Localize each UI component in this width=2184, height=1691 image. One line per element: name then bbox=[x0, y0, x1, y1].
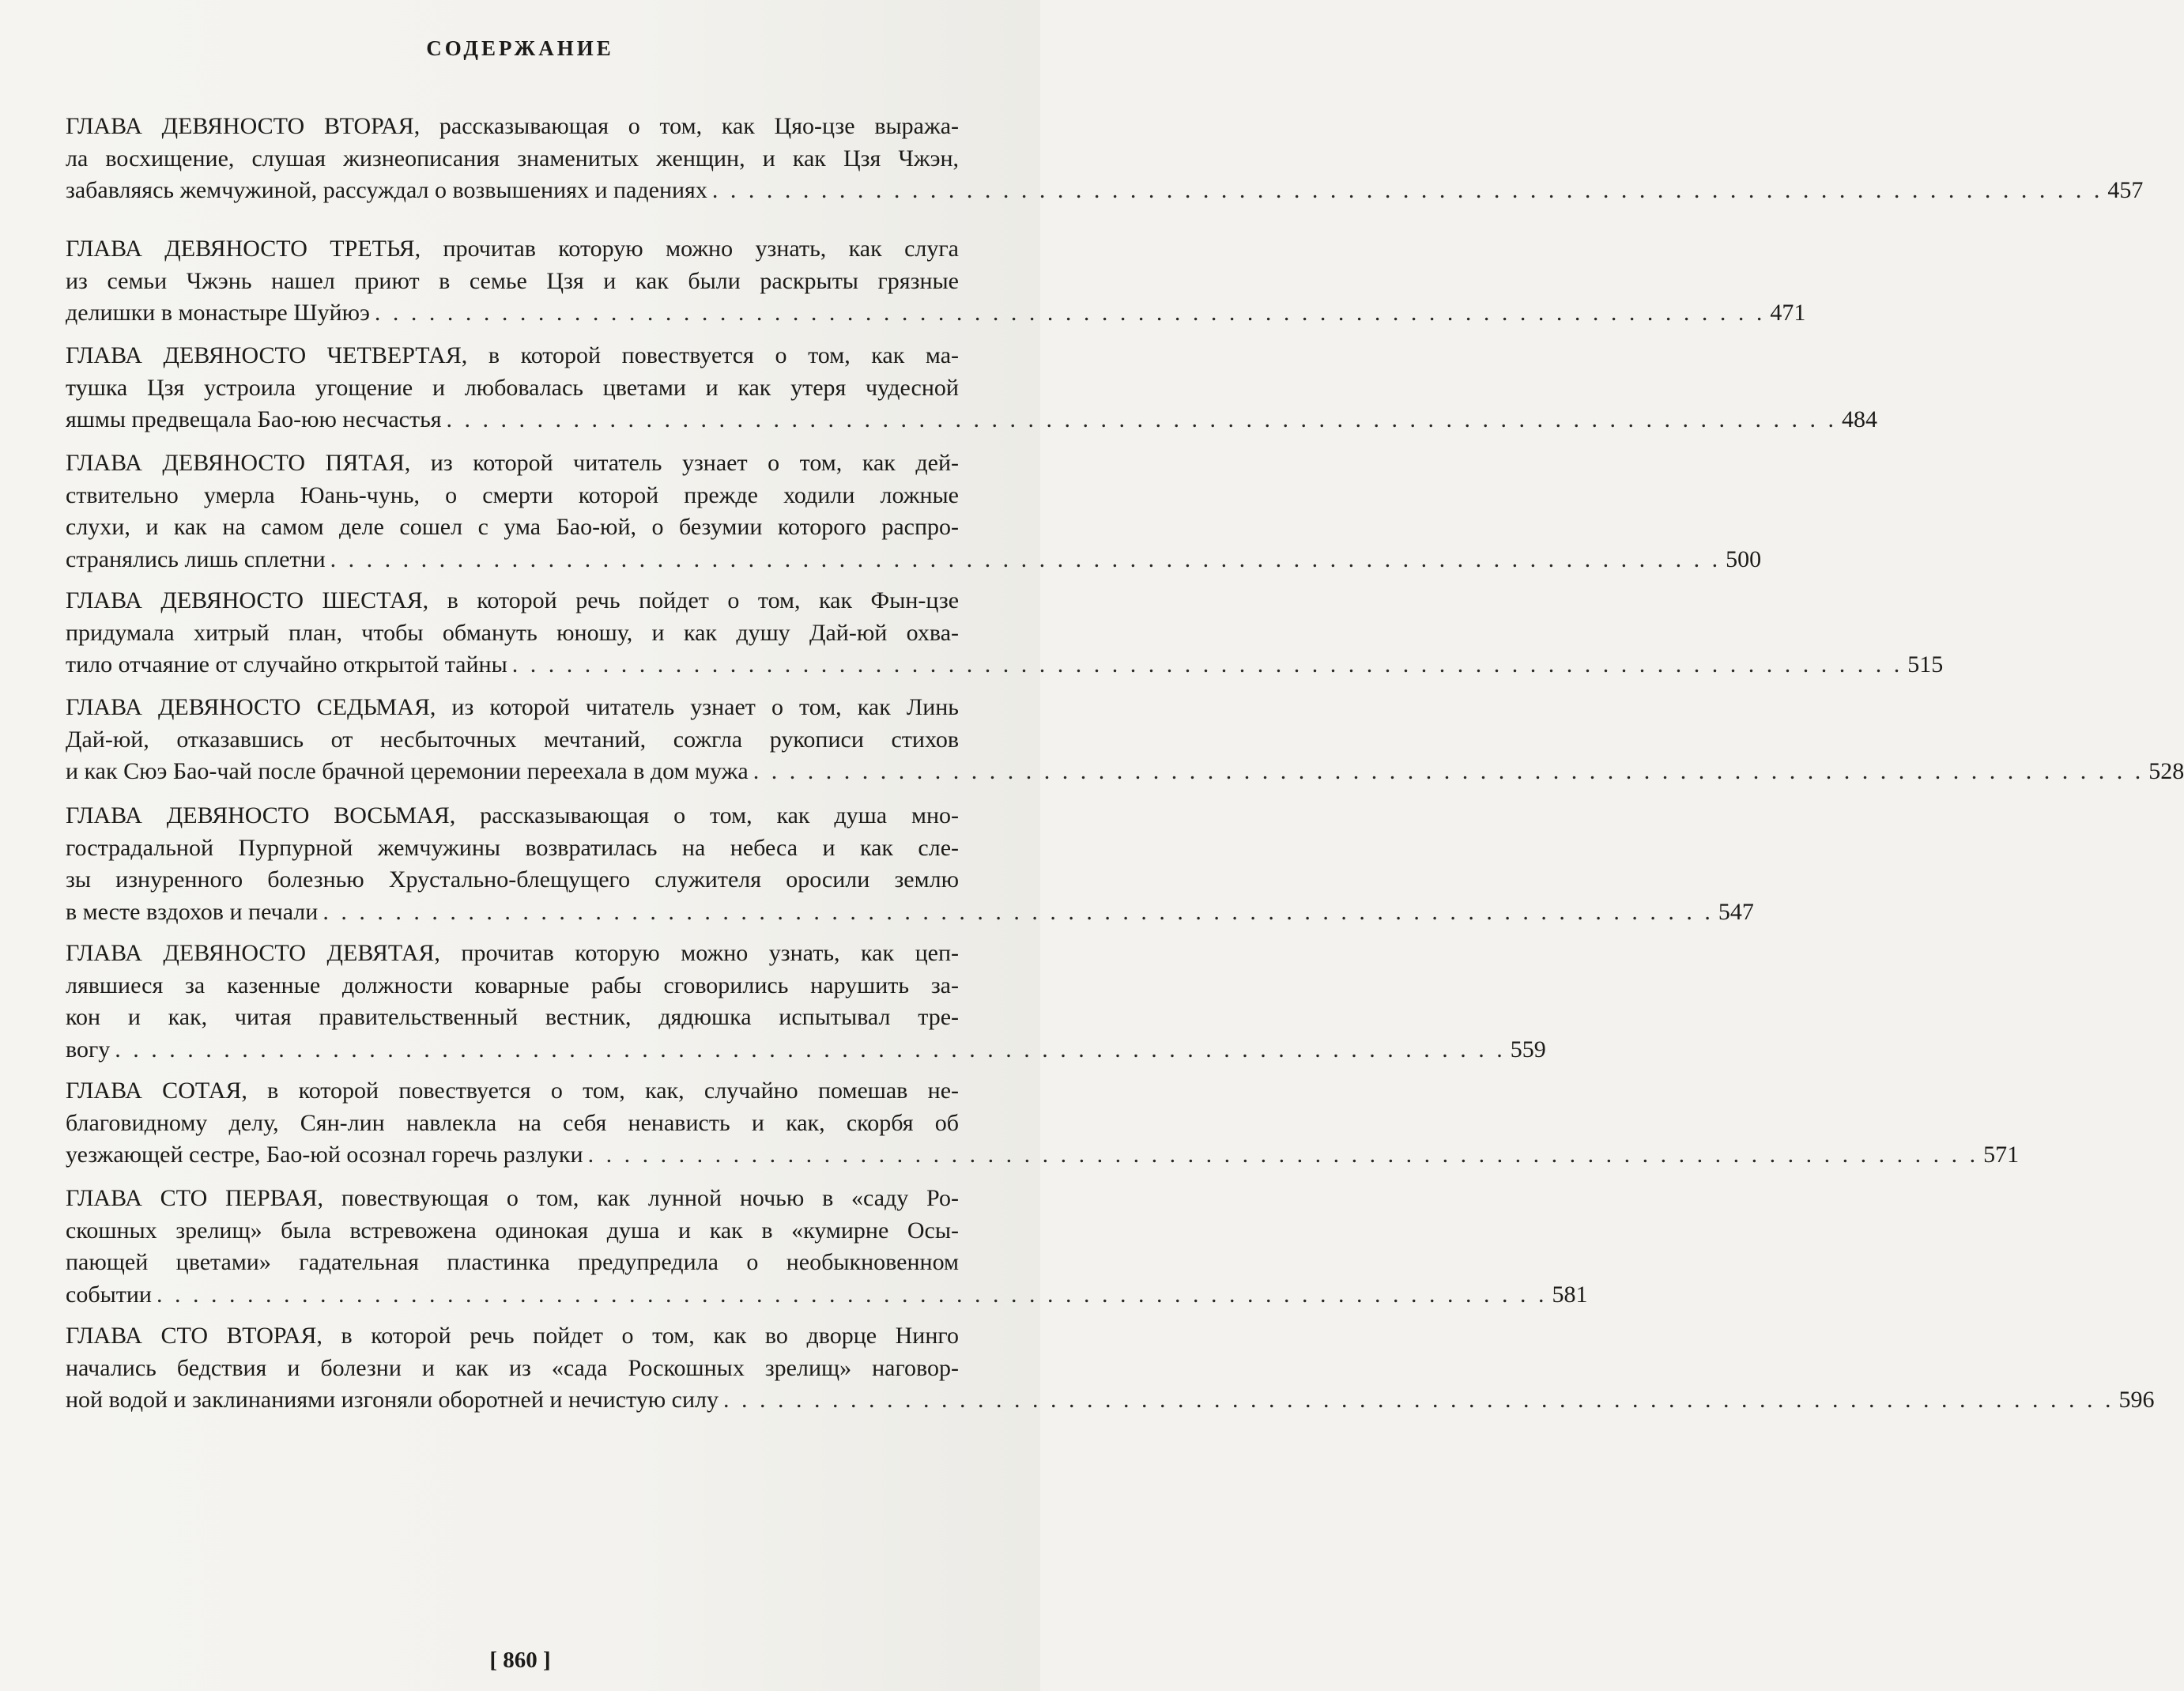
dot-leader: . . . . . . . . . . . . . . . . . . . . . . . . . . . . . . . . . . . . . . . . . . . . . . . . . . . . . . . . . . . . . . . . . . . . . . . . . . . . . bbox=[511, 651, 1903, 678]
toc-entry-line: ГЛАВА ДЕВЯНОСТО ВОСЬМАЯ, рассказывающая о том, как душа мно- bbox=[66, 802, 959, 829]
chapter-title: ГЛАВА ДЕВЯНОСТО ВОСЬМАЯ bbox=[66, 802, 450, 829]
chapter-title: ГЛАВА ДЕВЯНОСТО ВТОРАЯ bbox=[66, 113, 414, 139]
toc-page-number: 515 bbox=[1907, 651, 1944, 678]
toc-entry-last-line bbox=[66, 896, 1754, 929]
toc-entry-text: забавляясь жемчужиной, рассуждал о возвышениях и падениях bbox=[66, 177, 707, 203]
chapter-title: ГЛАВА ДЕВЯНОСТО СЕДЬМАЯ bbox=[66, 694, 430, 720]
toc-entry-line: ГЛАВА ДЕВЯНОСТО ДЕВЯТАЯ, прочитав которую можно узнать, как цеп- bbox=[66, 940, 959, 966]
toc-entry-line: ГЛАВА СОТАЯ, в которой повествуется о том, как, случайно помешав не- bbox=[66, 1078, 959, 1104]
toc-page-number: 500 bbox=[1726, 545, 1762, 572]
toc-entry-text: уезжающей сестре, Бао-юй осознал горечь разлуки bbox=[66, 1142, 583, 1168]
toc-entry[interactable] bbox=[66, 447, 1762, 576]
dot-leader: . . . . . . . . . . . . . . . . . . . . . . . . . . . . . . . . . . . . . . . . . . . . . . . . . . . . . . . . . . . . . . . . . . . . . . . . . . . . . bbox=[711, 177, 2103, 203]
page-title: СОДЕРЖАНИЕ bbox=[426, 36, 614, 60]
toc-entry-line: ГЛАВА ДЕВЯНОСТО ВТОРАЯ, рассказывающая о том, как Цяо-цзе выража- bbox=[66, 113, 959, 139]
chapter-title: ГЛАВА СОТАЯ bbox=[66, 1078, 242, 1104]
toc-entry-text: в месте вздохов и печали bbox=[66, 898, 319, 925]
toc-entry-line: пающей цветами» гадательная пластинка предупредила о необыкновенном bbox=[66, 1249, 959, 1275]
toc-entry-text: ной водой и заклинаниями изгоняли оборотней и нечистую силу bbox=[66, 1387, 719, 1413]
toc-entry-line: тушка Цзя устроила угощение и любовалась цветами и как утеря чудесной bbox=[66, 374, 959, 401]
toc-entry-line: ГЛАВА ДЕВЯНОСТО ПЯТАЯ, из которой читатель узнает о том, как дей- bbox=[66, 450, 959, 476]
dot-leader: . . . . . . . . . . . . . . . . . . . . . . . . . . . . . . . . . . . . . . . . . . . . . . . . . . . . . . . . . . . . . . . . . . . . . . . . . . . . . bbox=[723, 1387, 2114, 1413]
toc-entry-line: скошных зрелищ» была встревожена одинокая душа и как в «кумирне Осы- bbox=[66, 1217, 959, 1244]
toc-entry[interactable] bbox=[66, 1320, 2155, 1417]
toc-entry[interactable] bbox=[66, 938, 1546, 1066]
toc-entry-line: ГЛАВА ДЕВЯНОСТО СЕДЬМАЯ, из которой читатель узнает о том, как Линь bbox=[66, 694, 959, 720]
toc-entry[interactable] bbox=[66, 1183, 1588, 1311]
toc-entry-line: Дай-юй, отказавшись от несбыточных мечтаний, сожгла рукописи стихов bbox=[66, 726, 959, 753]
toc-entry-line: лявшиеся за казенные должности коварные рабы сговорились нарушить за- bbox=[66, 972, 959, 998]
dot-leader: . . . . . . . . . . . . . . . . . . . . . . . . . . . . . . . . . . . . . . . . . . . . . . . . . . . . . . . . . . . . . . . . . . . . . . . . . . . . . bbox=[330, 545, 1722, 572]
toc-entry-line: ствительно умерла Юань-чунь, о смерти которой прежде ходили ложные bbox=[66, 481, 959, 508]
chapter-title: ГЛАВА СТО ВТОРАЯ bbox=[66, 1323, 317, 1349]
toc-entry-line: начались бедствия и болезни и как из «сада Роскошных зрелищ» наговор- bbox=[66, 1354, 959, 1381]
page-number: [ 860 ] bbox=[489, 1648, 551, 1673]
chapter-title: ГЛАВА СТО ПЕРВАЯ bbox=[66, 1185, 318, 1211]
toc-entry-text: яшмы предвещала Бао-юю несчастья bbox=[66, 406, 442, 432]
toc-entry-line: гострадальной Пурпурной жемчужины возвратилась на небеса и как сле- bbox=[66, 834, 959, 861]
toc-entry[interactable] bbox=[66, 233, 1806, 330]
toc-entry-last-line bbox=[66, 544, 1762, 576]
chapter-title: ГЛАВА ДЕВЯНОСТО ЧЕТВЕРТАЯ bbox=[66, 342, 462, 368]
dot-leader: . . . . . . . . . . . . . . . . . . . . . . . . . . . . . . . . . . . . . . . . . . . . . . . . . . . . . . . . . . . . . . . . . . . . . . . . . . . . . bbox=[115, 1036, 1506, 1063]
toc-page-number: 528 bbox=[2148, 758, 2184, 784]
toc-page-number: 559 bbox=[1510, 1036, 1546, 1063]
toc-entry-line: кон и как, читая правительственный вестник, дядюшка испытывал тре- bbox=[66, 1004, 959, 1030]
toc-page-number: 484 bbox=[1842, 406, 1878, 432]
toc-entry-last-line bbox=[66, 756, 2184, 788]
toc-entry-text: и как Сюэ Бао-чай после брачной церемонии переехала в дом мужа bbox=[66, 758, 749, 784]
toc-entry-line: придумала хитрый план, чтобы обмануть юношу, и как душу Дай-юй охва- bbox=[66, 619, 959, 646]
toc-entry-last-line bbox=[66, 1384, 2155, 1417]
toc-entry[interactable] bbox=[66, 1075, 2020, 1172]
toc-entry-text: тило отчаяние от случайно открытой тайны bbox=[66, 651, 507, 678]
toc-entry[interactable] bbox=[66, 800, 1754, 928]
dot-leader: . . . . . . . . . . . . . . . . . . . . . . . . . . . . . . . . . . . . . . . . . . . . . . . . . . . . . . . . . . . . . . . . . . . . . . . . . . . . . bbox=[156, 1281, 1548, 1308]
dot-leader: . . . . . . . . . . . . . . . . . . . . . . . . . . . . . . . . . . . . . . . . . . . . . . . . . . . . . . . . . . . . . . . . . . . . . . . . . . . . . bbox=[446, 406, 1838, 432]
toc-entry-text: странялись лишь сплетни bbox=[66, 545, 326, 572]
chapter-title: ГЛАВА ДЕВЯНОСТО ТРЕТЬЯ bbox=[66, 236, 415, 262]
dot-leader: . . . . . . . . . . . . . . . . . . . . . . . . . . . . . . . . . . . . . . . . . . . . . . . . . . . . . . . . . . . . . . . . . . . . . . . . . . . . . bbox=[753, 758, 2144, 784]
toc-entry[interactable] bbox=[66, 585, 1944, 681]
toc-page-number: 571 bbox=[1983, 1142, 2020, 1168]
dot-leader: . . . . . . . . . . . . . . . . . . . . . . . . . . . . . . . . . . . . . . . . . . . . . . . . . . . . . . . . . . . . . . . . . . . . . . . . . . . . . bbox=[323, 898, 1714, 925]
toc-entry[interactable] bbox=[66, 692, 2184, 788]
toc-entry-last-line bbox=[66, 175, 2144, 207]
toc-entry-last-line bbox=[66, 297, 1806, 330]
toc-page-number: 471 bbox=[1770, 300, 1806, 326]
toc-entry-text: событии bbox=[66, 1281, 152, 1308]
toc-entry-line: слухи, и как на самом деле сошел с ума Бао-юй, о безумии которого распро- bbox=[66, 514, 959, 540]
toc-entry-line: благовидному делу, Сян-лин навлекла на себя ненависть и как, скорбя об bbox=[66, 1109, 959, 1136]
toc-entry-last-line bbox=[66, 1139, 2020, 1172]
toc-entry-text: вогу bbox=[66, 1036, 111, 1063]
dot-leader: . . . . . . . . . . . . . . . . . . . . . . . . . . . . . . . . . . . . . . . . . . . . . . . . . . . . . . . . . . . . . . . . . . . . . . . . . . . . . bbox=[374, 300, 1766, 326]
toc-entry-line: зы изнуренного болезнью Хрустально-блещущего служителя оросили землю bbox=[66, 866, 959, 893]
toc-entry-last-line bbox=[66, 649, 1944, 681]
toc-page-number: 457 bbox=[2107, 177, 2144, 203]
toc-page-number: 596 bbox=[2118, 1387, 2155, 1413]
toc-entry[interactable] bbox=[66, 340, 1878, 436]
toc-entry-last-line bbox=[66, 1034, 1546, 1066]
toc-entry-line: ГЛАВА ДЕВЯНОСТО ЧЕТВЕРТАЯ, в которой повествуется о том, как ма- bbox=[66, 342, 960, 368]
toc-page-number: 581 bbox=[1552, 1281, 1588, 1308]
toc-entry-last-line bbox=[66, 404, 1878, 436]
toc-entry-line: ГЛАВА ДЕВЯНОСТО ШЕСТАЯ, в которой речь пойдет о том, как Фын-цзе bbox=[66, 587, 960, 613]
toc-entry-line: ГЛАВА СТО ВТОРАЯ, в которой речь пойдет о том, как во дворце Нинго bbox=[66, 1323, 959, 1349]
toc-entry-line: ГЛАВА ДЕВЯНОСТО ТРЕТЬЯ, прочитав которую можно узнать, как слуга bbox=[66, 236, 959, 262]
toc-entry[interactable] bbox=[66, 111, 2144, 207]
toc-entry-line: ГЛАВА СТО ПЕРВАЯ, повествующая о том, как лунной ночью в «саду Ро- bbox=[66, 1185, 959, 1211]
chapter-title: ГЛАВА ДЕВЯНОСТО ПЯТАЯ bbox=[66, 450, 405, 476]
toc-page-number: 547 bbox=[1718, 898, 1754, 925]
chapter-title: ГЛАВА ДЕВЯНОСТО ШЕСТАЯ bbox=[66, 587, 423, 613]
toc-entry-last-line bbox=[66, 1279, 1588, 1312]
toc-entry-text: делишки в монастыре Шуйюэ bbox=[66, 300, 370, 326]
toc-entry-line: ла восхищение, слушая жизнеописания знаменитых женщин, и как Цзя Чжэн, bbox=[66, 145, 959, 172]
dot-leader: . . . . . . . . . . . . . . . . . . . . . . . . . . . . . . . . . . . . . . . . . . . . . . . . . . . . . . . . . . . . . . . . . . . . . . . . . . . . . bbox=[587, 1142, 1979, 1168]
toc-entry-line: из семьи Чжэнь нашел приют в семье Цзя и как были раскрыты грязные bbox=[66, 267, 959, 294]
chapter-title: ГЛАВА ДЕВЯНОСТО ДЕВЯТАЯ bbox=[66, 940, 435, 966]
